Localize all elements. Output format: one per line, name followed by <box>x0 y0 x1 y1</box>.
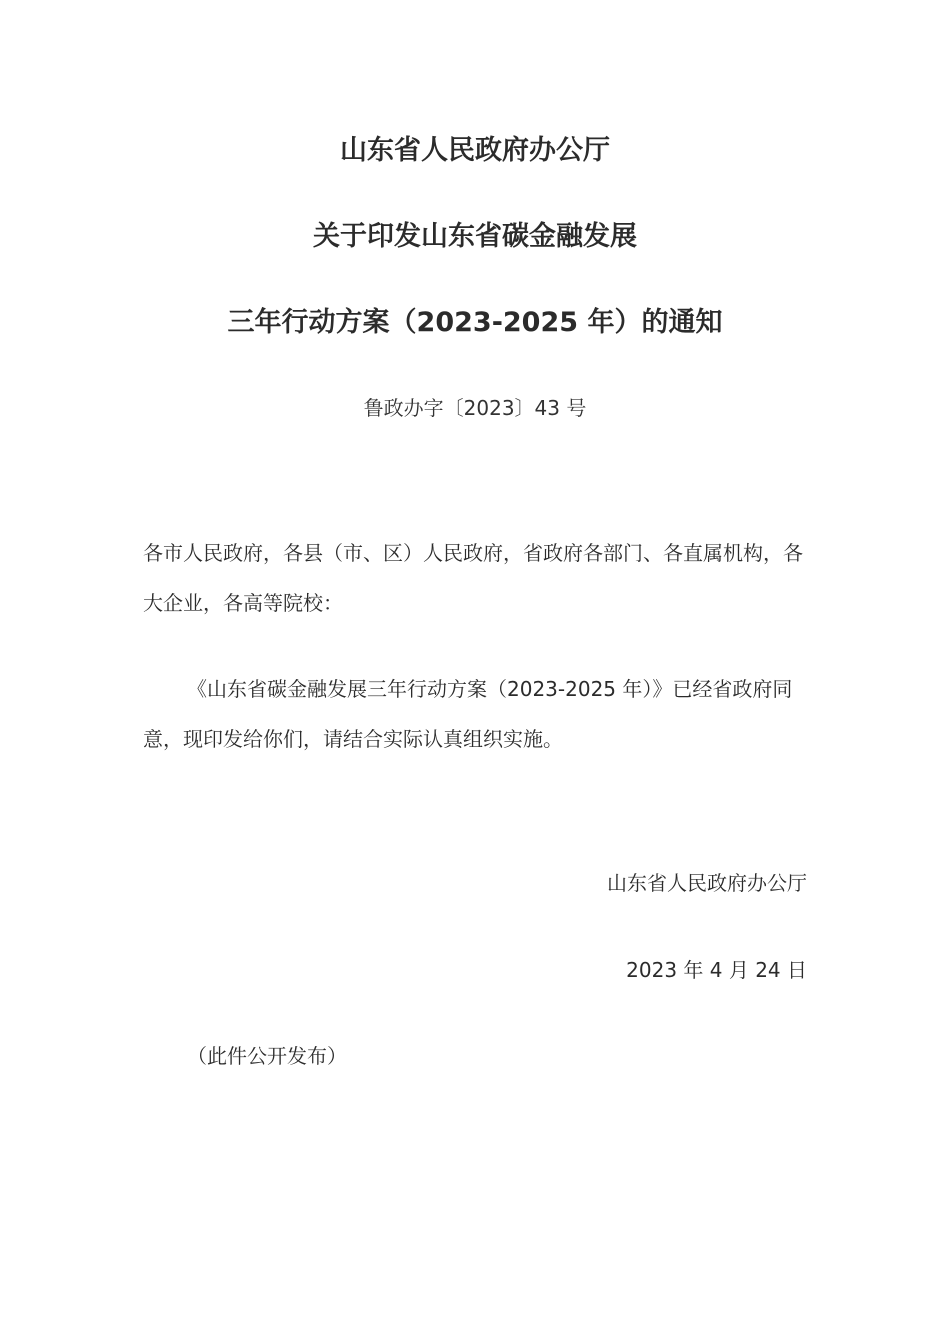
title-subject-line1: 关于印发山东省碳金融发展 <box>313 221 637 252</box>
public-release-note: （此件公开发布） <box>187 1044 347 1068</box>
issuer-signature: 山东省人民政府办公厅 <box>607 871 807 895</box>
title-issuer: 山东省人民政府办公厅 <box>340 135 610 166</box>
content-paragraph: 《山东省碳金融发展三年行动方案（2023-2025 年）》已经省政府同意，现印发给你们，请结合实际认真组织实施。 <box>143 677 793 751</box>
document-number: 鲁政办字〔2023〕43 号 <box>363 396 587 420</box>
addressee-paragraph: 各市人民政府，各县（市、区）人民政府，省政府各部门、各直属机构，各大企业，各高等院校： <box>143 541 803 615</box>
title-subject-line2: 三年行动方案（2023-2025 年）的通知 <box>227 307 723 338</box>
issue-date: 2023 年 4 月 24 日 <box>626 958 807 982</box>
